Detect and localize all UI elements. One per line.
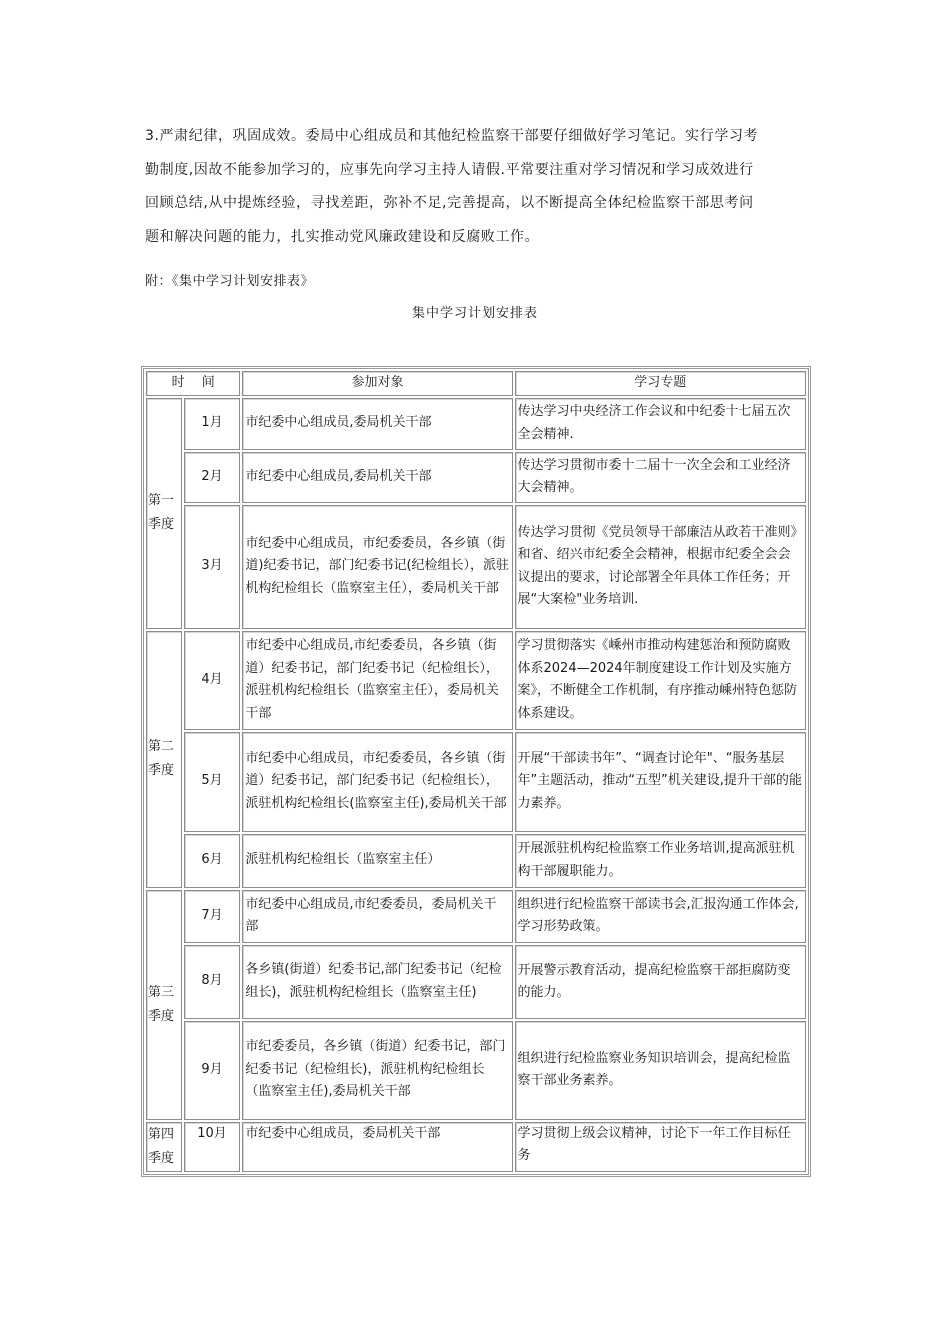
topic-cell: 学习贯彻落实《嵊州市推动构建惩治和预防腐败体系2024—2024年制度建设工作计划及实施方案》，不断健全工作机制，有序推动嵊州特色惩防体系建设。 (515, 631, 806, 730)
month-cell: 1月 (184, 398, 241, 450)
header-time: 时 间 (146, 371, 240, 396)
paragraph-line: 勤制度,因故不能参加学习的，应事先向学习主持人请假.平常要注重对学习情况和学习成效进行 (145, 161, 754, 178)
table-row (146, 732, 806, 832)
table-row (146, 452, 806, 503)
topic-cell: 传达学习贯彻《党员领导干部廉洁从政若干准则》和省、绍兴市纪委全会精神，根据市纪委全会会议提出的要求，讨论部署全年具体工作任务；开展“大案检"业务培训. (515, 505, 806, 629)
study-plan-table (141, 366, 811, 1177)
participants-cell: 市纪委中心组成员,市纪委委员，委局机关干部 (242, 890, 512, 943)
table-header-row (146, 371, 806, 396)
topic-cell: 开展派驻机构纪检监察工作业务培训,提高派驻机构干部履职能力。 (515, 834, 806, 888)
table-row (146, 834, 806, 888)
participants-cell: 市纪委中心组成员，市纪委委员，各乡镇（街道)纪委书记，部门纪委书记(纪检组长），派驻机构纪检组长（监察室主任），委局机关干部 (242, 505, 512, 629)
table-row (146, 945, 806, 1019)
topic-cell: 学习贯彻上级会议精神，讨论下一年工作目标任务 (515, 1122, 806, 1172)
month-cell: 7月 (184, 890, 241, 943)
paragraph-line: 3.严肃纪律，巩固成效。委局中心组成员和其他纪检监察干部要仔细做好学习笔记。实行学习考 (145, 128, 759, 144)
participants-cell: 市纪委中心组成员,委局机关干部 (242, 452, 512, 503)
body-paragraph (145, 120, 810, 254)
header-topic: 学习专题 (515, 371, 806, 396)
table-title: 集中学习计划安排表 (411, 306, 538, 321)
table-row (146, 505, 806, 629)
participants-cell: 市纪委中心组成员,委局机关干部 (242, 398, 512, 450)
month-cell: 3月 (184, 505, 241, 629)
paragraph-line: 回顾总结,从中提炼经验，寻找差距，弥补不足,完善提高，以不断提高全体纪检监察干部思考问 (145, 195, 754, 211)
table-row (146, 398, 806, 450)
month-cell: 10月 (184, 1122, 241, 1172)
table-row (146, 1122, 806, 1172)
month-cell: 5月 (184, 732, 241, 832)
participants-cell: 市纪委中心组成员,市纪委委员，各乡镇（街道）纪委书记，部门纪委书记（纪检组长），派驻机构纪检组长（监察室主任），委局机关干部 (242, 631, 512, 730)
month-cell: 9月 (184, 1021, 241, 1120)
participants-cell: 市纪委中心组成员，委局机关干部 (242, 1122, 512, 1172)
topic-cell: 传达学习中央经济工作会议和中纪委十七届五次全会精神. (515, 398, 806, 450)
header-participants: 参加对象 (242, 371, 512, 396)
month-cell: 4月 (184, 631, 241, 730)
topic-cell: 组织进行纪检监察业务知识培训会，提高纪检监察干部业务素养。 (515, 1021, 806, 1120)
topic-cell: 开展警示教育活动，提高纪检监察干部拒腐防变的能力。 (515, 945, 806, 1019)
quarter-label: 第一季度 (146, 398, 182, 629)
table-row (146, 631, 806, 730)
month-cell: 2月 (184, 452, 241, 503)
topic-cell: 传达学习贯彻市委十二届十一次全会和工业经济大会精神。 (515, 452, 806, 503)
table-row (146, 1021, 806, 1120)
quarter-label: 第二季度 (146, 631, 182, 888)
paragraph-line: 题和解决问题的能力，扎实推动党风廉政建设和反腐败工作。 (145, 228, 540, 245)
month-cell: 6月 (184, 834, 241, 888)
participants-cell: 市纪委委员，各乡镇（街道）纪委书记，部门纪委书记（纪检组长)，派驻机构纪检组长（监察室主任),委局机关干部 (242, 1021, 512, 1120)
participants-cell: 派驻机构纪检组长（监察室主任） (242, 834, 512, 888)
table-row (146, 890, 806, 943)
quarter-label: 第三季度 (146, 890, 182, 1120)
quarter-label: 第四季度 (146, 1122, 182, 1172)
topic-cell: 组织进行纪检监察干部读书会,汇报沟通工作体会,学习形势政策。 (515, 890, 806, 943)
participants-cell: 各乡镇(街道）纪委书记,部门纪委书记（纪检组长)，派驻机构纪检组长（监察室主任) (242, 945, 512, 1019)
topic-cell: 开展“干部读书年”、“调查讨论年"、“服务基层年”主题活动，推动“五型”机关建设,提升干部的能力素养。 (515, 732, 806, 832)
attachment-note: 附：《集中学习计划安排表》 (145, 274, 315, 289)
month-cell: 8月 (184, 945, 241, 1019)
participants-cell: 市纪委中心组成员，市纪委委员，各乡镇（街道）纪委书记，部门纪委书记（纪检组长），派驻机构纪检组长(监察室主任),委局机关干部 (242, 732, 512, 832)
